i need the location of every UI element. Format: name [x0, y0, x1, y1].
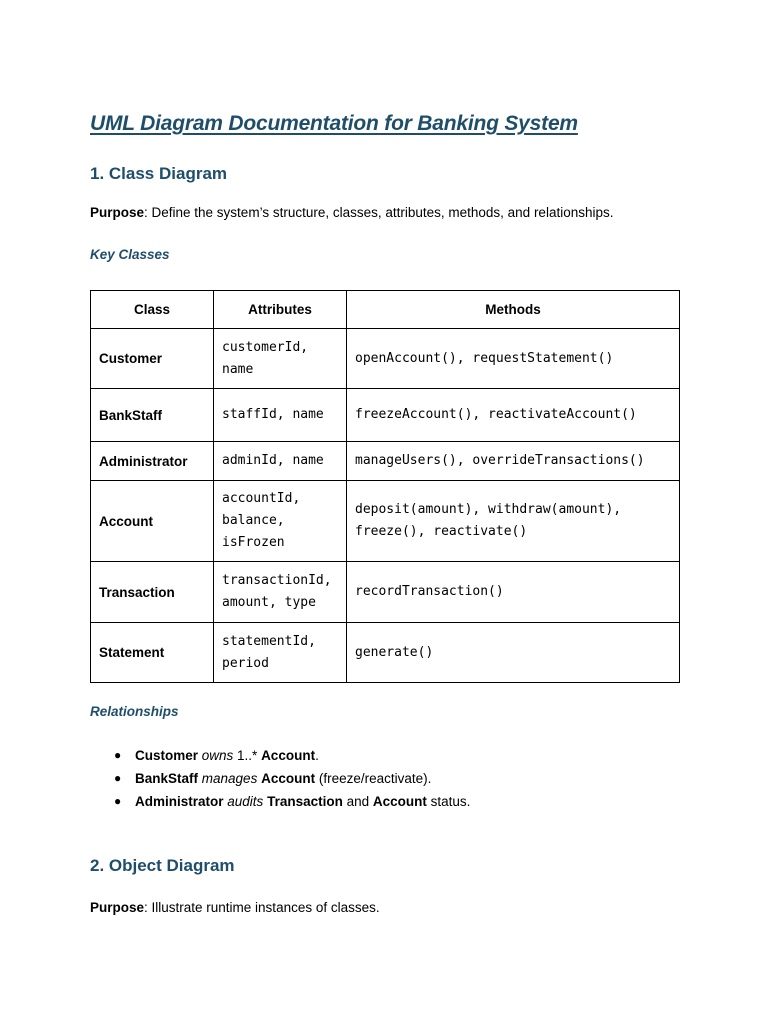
table-row [91, 442, 680, 481]
relationship-object: Account [372, 794, 427, 809]
attributes-cell [214, 623, 347, 683]
relationships-heading: Relationships [90, 704, 179, 719]
attribute-line: statementId, [222, 633, 316, 649]
methods-cell: generate() [347, 623, 680, 683]
relationship-object: Account [261, 771, 316, 786]
methods-cell: manageUsers(), overrideTransactions() [347, 442, 680, 481]
class-name-cell: Transaction [91, 562, 214, 623]
relationship-verb: manages [201, 771, 258, 786]
relationship-text: (freeze/reactivate). [315, 771, 432, 786]
method-line: freeze(), reactivate() [355, 524, 528, 539]
table-row [91, 389, 680, 442]
relationship-text: and [342, 794, 373, 809]
relationships-list [108, 744, 470, 813]
attributes-cell [214, 329, 347, 389]
attribute-line: name [222, 361, 254, 377]
table-row [91, 562, 680, 623]
table-header-row [91, 291, 680, 329]
relationship-verb: owns [201, 748, 234, 763]
methods-cell [347, 481, 680, 562]
relationship-verb: audits [227, 794, 264, 809]
class-name-cell: BankStaff [91, 389, 214, 442]
relationship-object: Account [261, 748, 316, 763]
bullet-icon: ● [114, 748, 122, 762]
methods-cell: freezeAccount(), reactivateAccount() [347, 389, 680, 442]
attributes-cell [214, 481, 347, 562]
purpose-text: : Define the system’s structure, classes, attributes, methods, and relationships. [144, 205, 614, 220]
list-item [108, 767, 470, 790]
relationship-text: 1..* [233, 748, 262, 763]
method-line: deposit(amount), withdraw(amount), [355, 502, 622, 517]
object-diagram-purpose [90, 900, 380, 915]
attributes-cell [214, 562, 347, 623]
relationship-object: Transaction [267, 794, 343, 809]
purpose-label: Purpose [90, 205, 145, 220]
attribute-line: balance, [222, 513, 285, 528]
attribute-line: customerId, [222, 339, 309, 355]
relationship-text: status. [426, 794, 471, 809]
methods-cell: openAccount(), requestStatement() [347, 329, 680, 389]
table-row [91, 623, 680, 683]
class-diagram-purpose [90, 205, 613, 220]
attribute-line: transactionId, [222, 573, 332, 588]
attribute-line: accountId, [222, 491, 301, 506]
table-row [91, 481, 680, 562]
attributes-cell: staffId, name [214, 389, 347, 442]
bullet-icon: ● [114, 794, 122, 808]
relationship-subject: Customer [135, 748, 199, 763]
class-name-cell: Administrator [91, 442, 214, 481]
list-item [108, 744, 470, 767]
methods-cell: recordTransaction() [347, 562, 680, 623]
class-name-cell: Account [91, 481, 214, 562]
list-item [108, 790, 470, 813]
attribute-line: period [222, 655, 269, 671]
attributes-cell: adminId, name [214, 442, 347, 481]
class-name-cell: Customer [91, 329, 214, 389]
document-title: UML Diagram Documentation for Banking System [90, 112, 578, 135]
attribute-line: amount, type [222, 595, 316, 610]
header-class: Class [91, 291, 214, 329]
class-name-cell: Statement [91, 623, 214, 683]
purpose-text: : Illustrate runtime instances of classes. [144, 900, 380, 915]
attribute-line: isFrozen [222, 535, 285, 550]
section-heading-class-diagram: 1. Class Diagram [90, 164, 228, 183]
relationship-text: . [315, 748, 319, 763]
relationship-subject: Administrator [135, 794, 224, 809]
table-row [91, 329, 680, 389]
purpose-label: Purpose [90, 900, 145, 915]
bullet-icon: ● [114, 771, 122, 785]
key-classes-table [90, 290, 680, 683]
section-heading-object-diagram: 2. Object Diagram [90, 856, 235, 875]
header-attributes: Attributes [214, 291, 347, 329]
header-methods: Methods [347, 291, 680, 329]
key-classes-heading: Key Classes [90, 247, 170, 262]
relationship-subject: BankStaff [135, 771, 199, 786]
